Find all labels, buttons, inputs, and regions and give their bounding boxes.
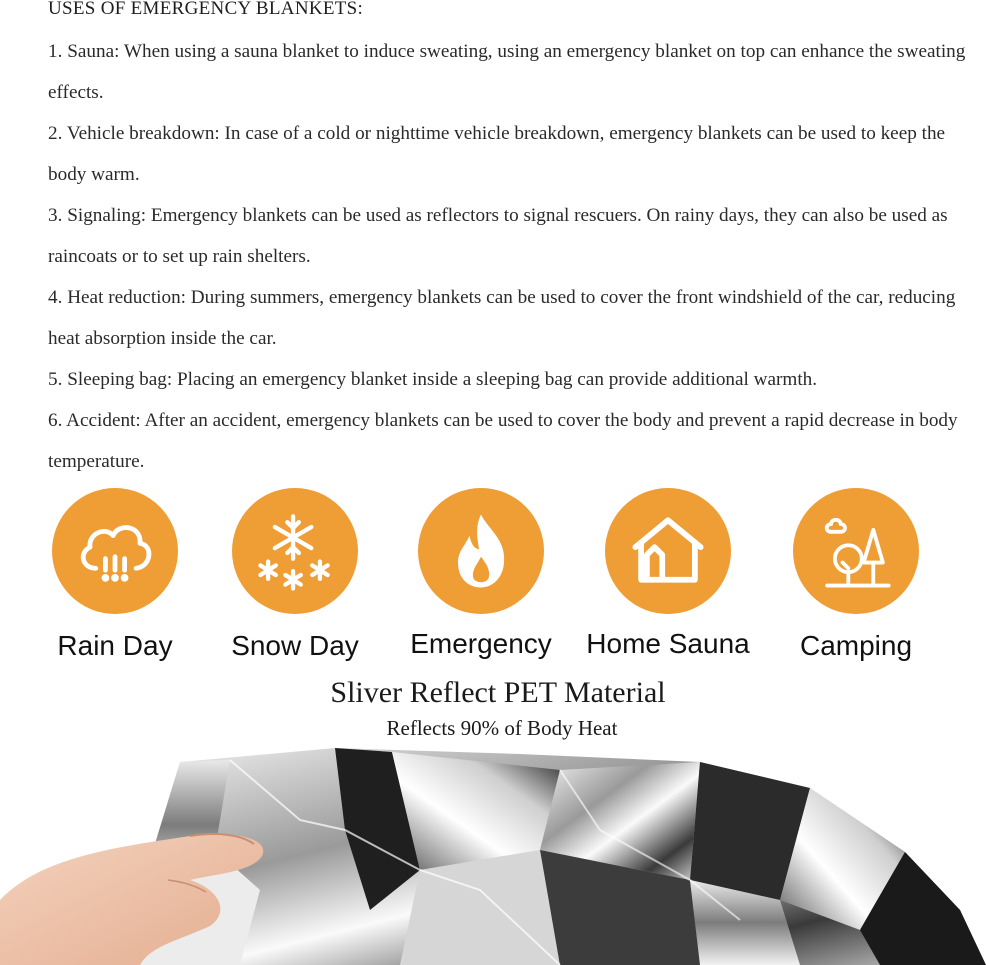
use-case-icons (0, 488, 986, 678)
material-subtitle: Reflects 90% of Body Heat (386, 716, 618, 740)
use-item-signaling: 3. Signaling: Emergency blankets can be used as reflectors to signal rescuers. On rainy days, they can also be used as raincoats or to set up rain shelters. (48, 205, 948, 267)
page-heading: USES OF EMERGENCY BLANKETS: (48, 0, 364, 19)
icon-label-camping: Camping (799, 630, 913, 661)
house-icon (605, 488, 731, 614)
material-title: Sliver Reflect PET Material (330, 676, 666, 709)
icon-item-rain-day (20, 488, 210, 661)
emergency-blanket-photo (0, 740, 986, 965)
icon-label-rain-day: Rain Day (57, 630, 173, 661)
icon-label-emergency: Emergency (410, 628, 552, 659)
icon-label-snow-day: Snow Day (231, 630, 359, 661)
flame-icon (418, 488, 544, 614)
snowflake-icon (232, 488, 358, 614)
icon-item-emergency (386, 488, 576, 659)
use-item-heat-reduction: 4. Heat reduction: During summers, emergency blankets can be used to cover the front windshield of the car, reducing heat absorption inside the car. (48, 287, 956, 349)
trees-icon (793, 488, 919, 614)
icon-label-home-sauna: Home Sauna (586, 628, 750, 659)
use-item-sauna: 1. Sauna: When using a sauna blanket to induce sweating, using an emergency blanket on top can enhance the sweating effects. (48, 41, 966, 103)
rain-cloud-icon (52, 488, 178, 614)
use-item-sleeping-bag: 5. Sleeping bag: Placing an emergency blanket inside a sleeping bag can provide additional warmth. (48, 369, 818, 390)
use-item-accident: 6. Accident: After an accident, emergency blankets can be used to cover the body and prevent a rapid decrease in body temperature. (48, 410, 958, 472)
icon-item-snow-day (200, 488, 390, 661)
uses-list (48, 31, 986, 482)
icon-item-home-sauna (573, 488, 763, 659)
use-item-vehicle-breakdown: 2. Vehicle breakdown: In case of a cold or nighttime vehicle breakdown, emergency blankets can be used to keep the body warm. (48, 123, 946, 185)
icon-item-camping (761, 488, 951, 661)
